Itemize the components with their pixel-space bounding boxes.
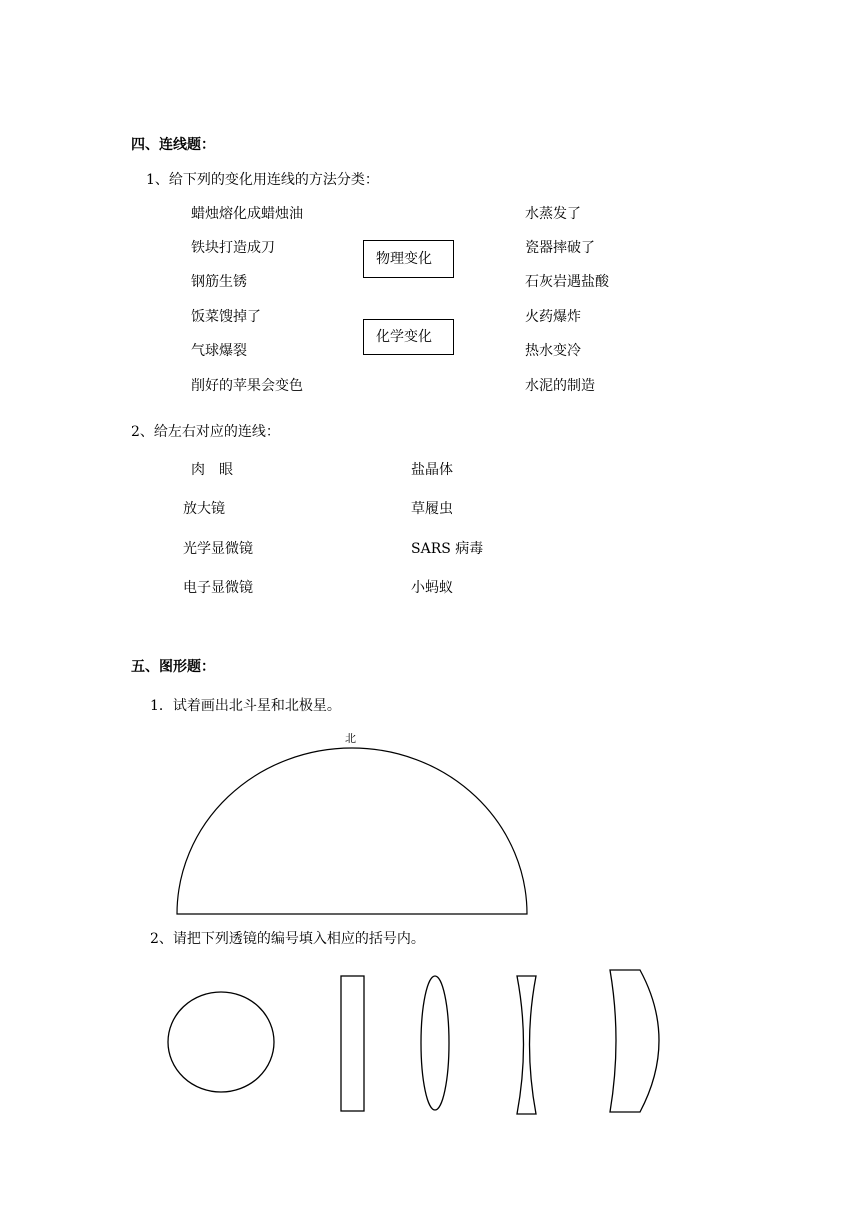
q1-left-item: 钢筋生锈 bbox=[191, 274, 247, 290]
q2-right-item: 小蚂蚁 bbox=[411, 580, 453, 596]
section4-heading: 四、连线题： bbox=[131, 137, 215, 153]
lens-circle bbox=[168, 992, 274, 1092]
category-label: 物理变化 bbox=[376, 251, 432, 267]
q1-right-item: 水泥的制造 bbox=[525, 378, 595, 394]
q1-left-item: 铁块打造成刀 bbox=[191, 240, 275, 256]
category-label: 化学变化 bbox=[376, 329, 432, 345]
lens-flat-rectangle bbox=[341, 976, 364, 1111]
q1-right-item: 瓷器摔破了 bbox=[525, 240, 595, 256]
q2-right-item: SARS 病毒 bbox=[411, 541, 484, 557]
lens-biconcave bbox=[517, 976, 536, 1114]
q2-right-item: 草履虫 bbox=[411, 501, 453, 517]
q2-prompt: 2、给左右对应的连线： bbox=[131, 424, 280, 440]
q2-left-item: 肉 眼 bbox=[191, 462, 233, 478]
q2-left-item: 放大镜 bbox=[183, 501, 225, 517]
lens-convex-ellipse bbox=[421, 976, 449, 1110]
q1-prompt: 1、给下列的变化用连线的方法分类： bbox=[146, 172, 379, 188]
q1-right-item: 热水变冷 bbox=[525, 343, 581, 359]
q1-right-item: 火药爆炸 bbox=[525, 309, 581, 325]
q4-prompt: 2、请把下列透镜的编号填入相应的括号内。 bbox=[150, 931, 425, 947]
q1-right-item: 水蒸发了 bbox=[525, 206, 581, 222]
section5-heading: 五、图形题： bbox=[131, 659, 215, 675]
q1-right-item: 石灰岩遇盐酸 bbox=[525, 274, 609, 290]
q3-prompt: 1．试着画出北斗星和北极星。 bbox=[150, 698, 341, 714]
q1-left-item: 蜡烛熔化成蜡烛油 bbox=[191, 206, 303, 222]
q2-left-item: 光学显微镜 bbox=[183, 541, 253, 557]
q2-right-item: 盐晶体 bbox=[411, 462, 453, 478]
sky-semicircle-diagram bbox=[177, 748, 527, 914]
q1-left-item: 饭菜馊掉了 bbox=[191, 309, 261, 325]
q1-left-item: 气球爆裂 bbox=[191, 343, 247, 359]
q1-left-item: 削好的苹果会变色 bbox=[191, 378, 303, 394]
north-label: 北 bbox=[345, 732, 356, 745]
q2-left-item: 电子显微镜 bbox=[183, 580, 253, 596]
lens-meniscus bbox=[610, 970, 659, 1112]
